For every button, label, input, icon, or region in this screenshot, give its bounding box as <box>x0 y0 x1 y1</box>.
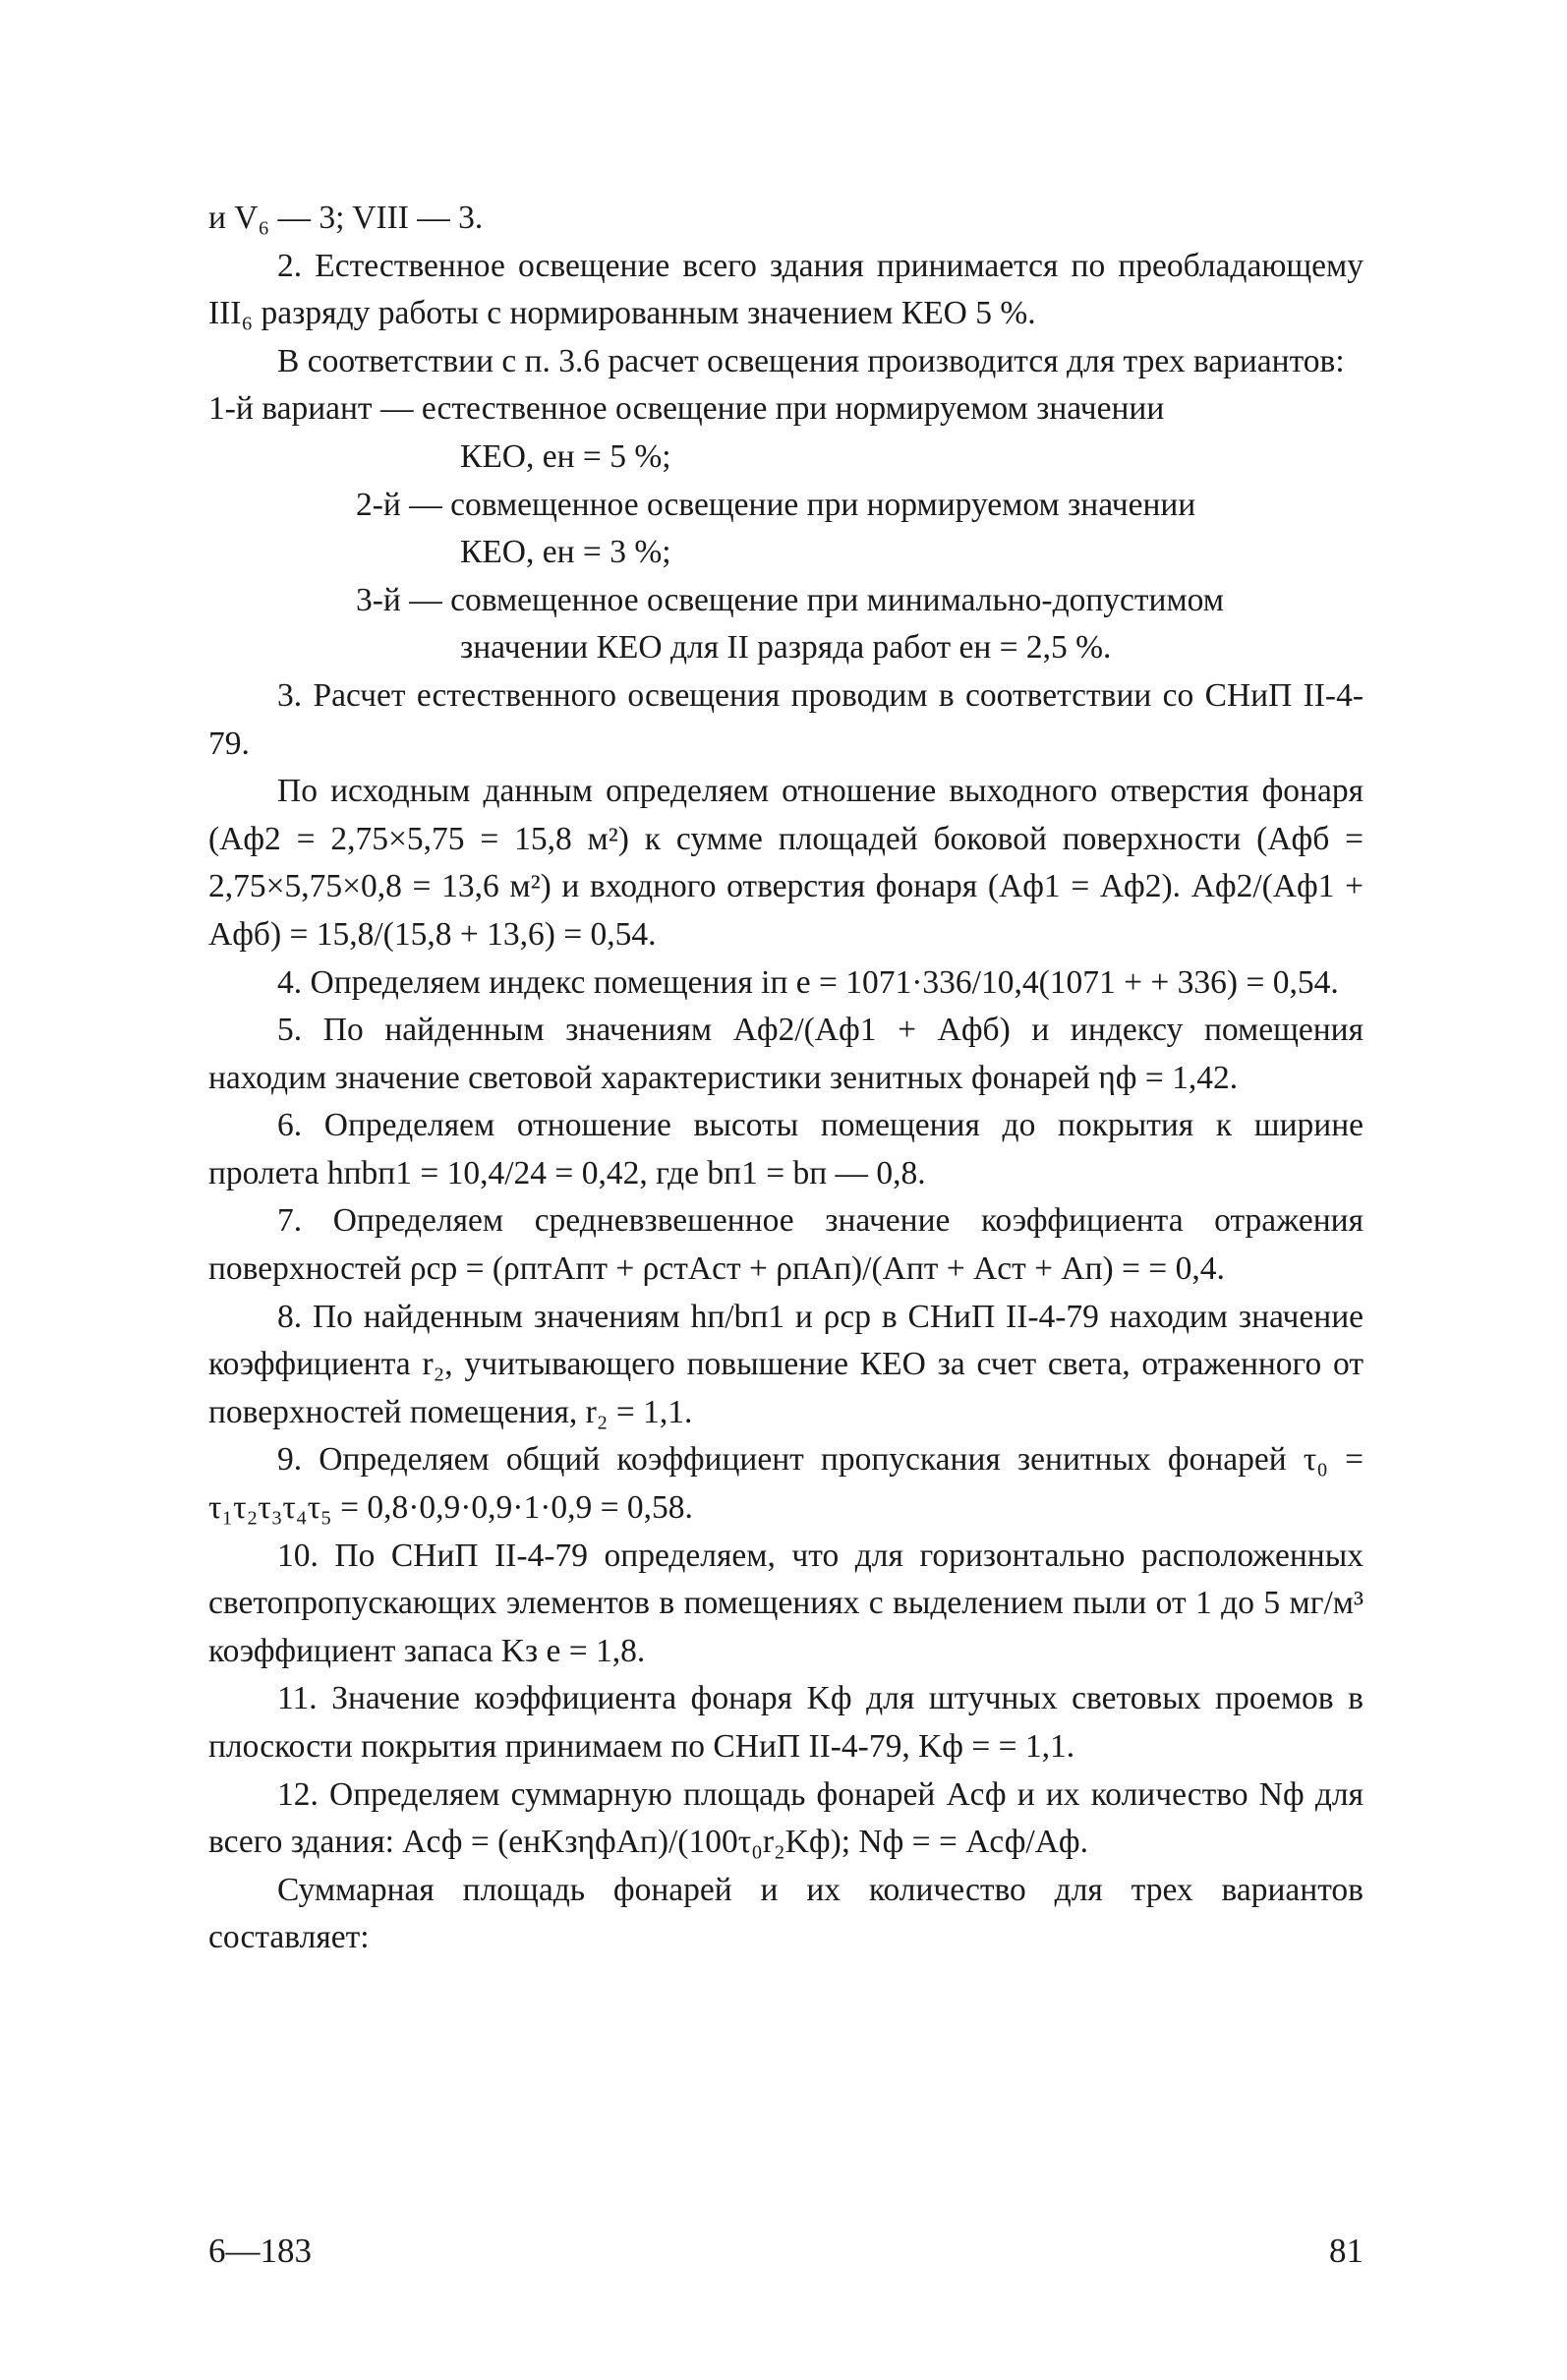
signature-mark: 6—183 <box>208 2232 312 2270</box>
paragraph-3: 3. Расчет естественного освещения проводим в соответствии со СНиП II-4-79. <box>208 676 1364 762</box>
page-number: 81 <box>1329 2232 1364 2270</box>
paragraph-initial-data: По исходным данным определяем отношение выходного отверстия фонаря (Aф2 = 2,75×5,75 = 15,8 м²) к сумме площадей боковой поверхности (Aфб = 2,75×5,75×0,8 = 13,6 м²) и входного отверстия фонаря (Aф1 = Aф2). Aф2/(Aф1 + Aфб) = 15,8/(15,8 + 13,6) = 0,54. <box>208 773 1364 953</box>
variants-list <box>208 385 1364 672</box>
paragraph-7: 7. Определяем средневзвешенное значение коэффициента отражения поверхностей ρср = (ρптAпт + ρстAст + ρпAп)/(Aпт + Aст + Aп) = = 0,4. <box>208 1202 1364 1288</box>
paragraph-continuation: и V₆ — 3; VIII — 3. <box>208 200 484 236</box>
page-body <box>208 195 1364 1962</box>
paragraph-10: 10. По СНиП II-4-79 определяем, что для горизонтально расположенных светопропускающих элементов в помещениях с выделением пыли от 1 до 5 мг/м³ коэффициент запаса Kз е = 1,8. <box>208 1537 1364 1669</box>
variant-3-line-2: значении КЕО для II разряда работ eн = 2,5 %. <box>460 629 1112 667</box>
paragraph-11: 11. Значение коэффициента фонаря Kф для штучных световых проемов в плоскости покрытия принимаем по СНиП II-4-79, Kф = = 1,1. <box>208 1680 1364 1765</box>
page-footer <box>208 2232 1364 2271</box>
variant-2-line-2: КЕО, eн = 3 %; <box>460 534 671 571</box>
variant-1-line-1: 1-й вариант — естественное освещение при нормируемом значении <box>208 390 1165 428</box>
variant-2-line-1: 2-й — совмещенное освещение при нормируемом значении <box>356 486 1196 523</box>
paragraph-9: 9. Определяем общий коэффициент пропускания зенитных фонарей τ₀ = τ₁τ₂τ₃τ₄τ₅ = 0,8·0,9·0,9·1·0,9 = 0,58. <box>208 1441 1364 1527</box>
paragraph-12: 12. Определяем суммарную площадь фонарей Aсф и их количество Nф для всего здания: Aсф = (eнKзηфAп)/(100τ₀r₂Kф); Nф = = Aсф/Aф. <box>208 1775 1364 1861</box>
paragraph-4: 4. Определяем индекс помещения iп е = 1071·336/10,4(1071 + + 336) = 0,54. <box>277 963 1339 1001</box>
paragraph-2: 2. Естественное освещение всего здания принимается по преобладающему III₆ разряду работы с нормированным значением КЕО 5 %. <box>208 247 1364 332</box>
paragraph-5: 5. По найденным значениям Aф2/(Aф1 + Aфб) и индексу помещения находим значение световой характеристики зенитных фонарей ηф = 1,42. <box>208 1012 1364 1096</box>
paragraph-variants-intro: В соответствии с п. 3.6 расчет освещения производится для трех вариантов: <box>277 342 1345 379</box>
variant-1-line-2: КЕО, eн = 5 %; <box>460 437 671 475</box>
paragraph-summary: Суммарная площадь фонарей и их количество для трех вариантов составляет: <box>208 1871 1364 1956</box>
paragraph-6: 6. Определяем отношение высоты помещения до покрытия к ширине пролета hпbп1 = 10,4/24 = 0,42, где bп1 = bп — 0,8. <box>208 1107 1364 1191</box>
paragraph-8: 8. По найденным значениям hп/bп1 и ρср в СНиП II-4-79 находим значение коэффициента r₂, учитывающего повышение КЕО за счет света, отраженного от поверхностей помещения, r₂ = 1,1. <box>208 1298 1364 1430</box>
variant-3-line-1: 3-й — совмещенное освещение при минимально-допустимом <box>356 581 1224 618</box>
